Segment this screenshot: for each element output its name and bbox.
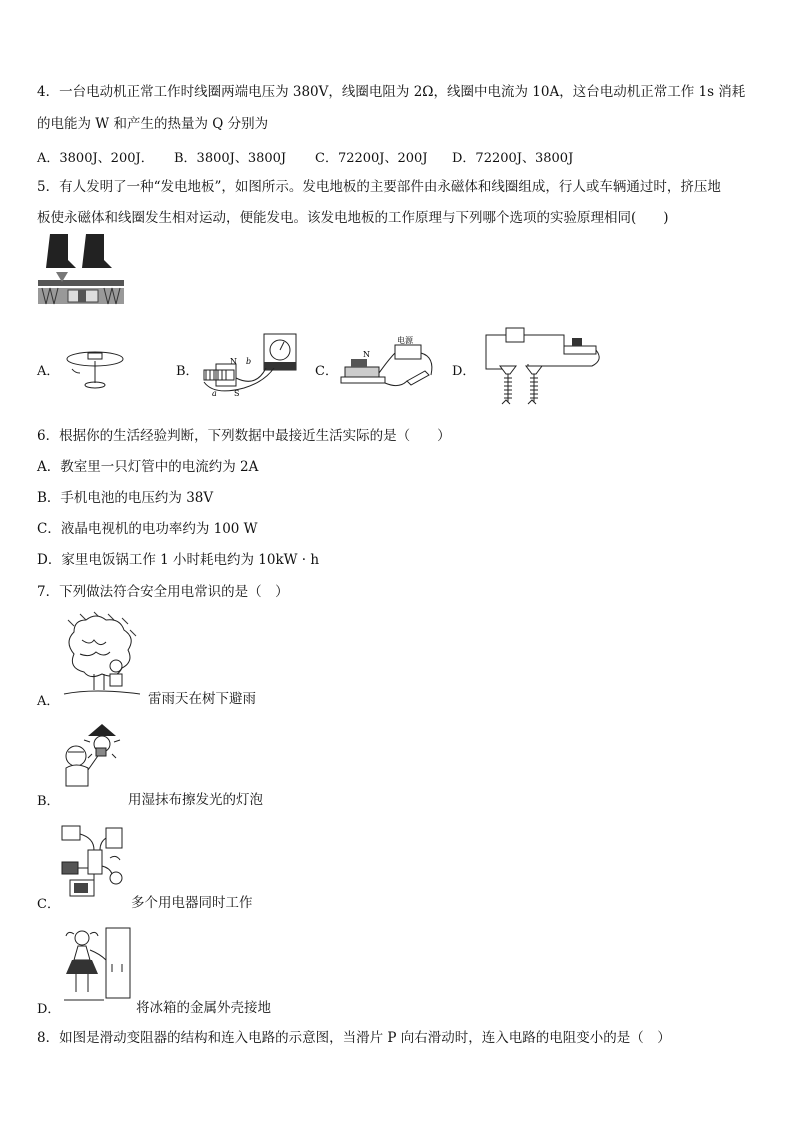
q4-option-d: D．72200J、3800J [452,151,574,166]
q7-option-b-label: B． [37,794,60,809]
fig-b-s-label: S [234,389,240,398]
q7-option-a-text: 雷雨天在树下避雨 [148,691,256,707]
q7-option-d-label: D． [37,1002,61,1017]
q6-option-b: B．手机电池的电压约为 38V [37,490,214,506]
q5-option-c-label: C． [315,364,338,379]
q7-option-b-text: 用湿抹布擦发光的灯泡 [128,792,263,808]
q7-a-image-tree-rain [60,610,144,698]
q6-option-d: D．家里电饭锅工作 1 小时耗电约为 10kW · h [37,552,320,568]
q5-option-d-figure [476,326,604,408]
q6-stem: 6．根据你的生活经验判断，下列数据中最接近生活实际的是（ ） [37,428,451,444]
q4-option-c: C．72200J、200J [315,151,428,166]
q4-option-a: A．3800J、200J． [37,151,154,166]
q4-option-b: B．3800J、3800J [174,151,287,166]
q7-option-c-text: 多个用电器同时工作 [131,895,253,911]
q4-line-1: 4．一台电动机正常工作时线圈两端电压为 380V，线圈电阻为 2Ω，线圈中电流为 10A，这台电动机正常工作 1s 消耗 [37,84,746,100]
q7-b-image-wet-cloth-bulb [60,722,136,792]
q5-line-1: 5．有人发明了一种“发电地板”，如图所示。发电地板的主要部件由永磁体和线圈组成，行人或车辆通过时，挤压地 [37,179,721,195]
q8-stem: 8．如图是滑动变阻器的结构和连入电路的示意图，当滑片 P 向右滑动时，连入电路的电阻变小的是（ ） [37,1030,671,1046]
q5-line-2: 板使永磁体和线圈发生相对运动，便能发电。该发电地板的工作原理与下列哪个选项的实验原理相同( ) [37,210,669,226]
q5-option-d-label: D． [452,364,476,379]
q7-option-d-text: 将冰箱的金属外壳接地 [136,1000,271,1016]
q5-option-b-label: B． [176,364,199,379]
q7-d-image-fridge-ground [60,924,136,1006]
q6-option-a: A．教室里一只灯管中的电流约为 2A [37,459,259,475]
fig-b-b-label: b [246,357,252,366]
q5-option-a-label: A． [37,364,60,379]
q7-option-c-label: C． [37,897,60,912]
q7-stem: 7．下列做法符合安全用电常识的是（ ） [37,584,289,600]
q7-c-image-many-appliances [60,822,132,904]
fig-c-n-label: N [363,350,370,359]
fig-b-n-label: N [230,357,237,366]
fig-c-power-label: 电源 [397,336,413,345]
q6-option-c: C．液晶电视机的电功率约为 100 W [37,521,258,537]
fig-b-a-label: a [212,389,217,398]
q7-option-a-label: A． [37,694,60,709]
q4-line-2: 的电能为 W 和产生的热量为 Q 分别为 [37,116,269,132]
q5-option-c-figure [337,333,447,393]
q5-option-b-figure [198,332,300,402]
q5-option-a-figure [64,345,126,395]
generator-floor-figure [38,232,124,314]
